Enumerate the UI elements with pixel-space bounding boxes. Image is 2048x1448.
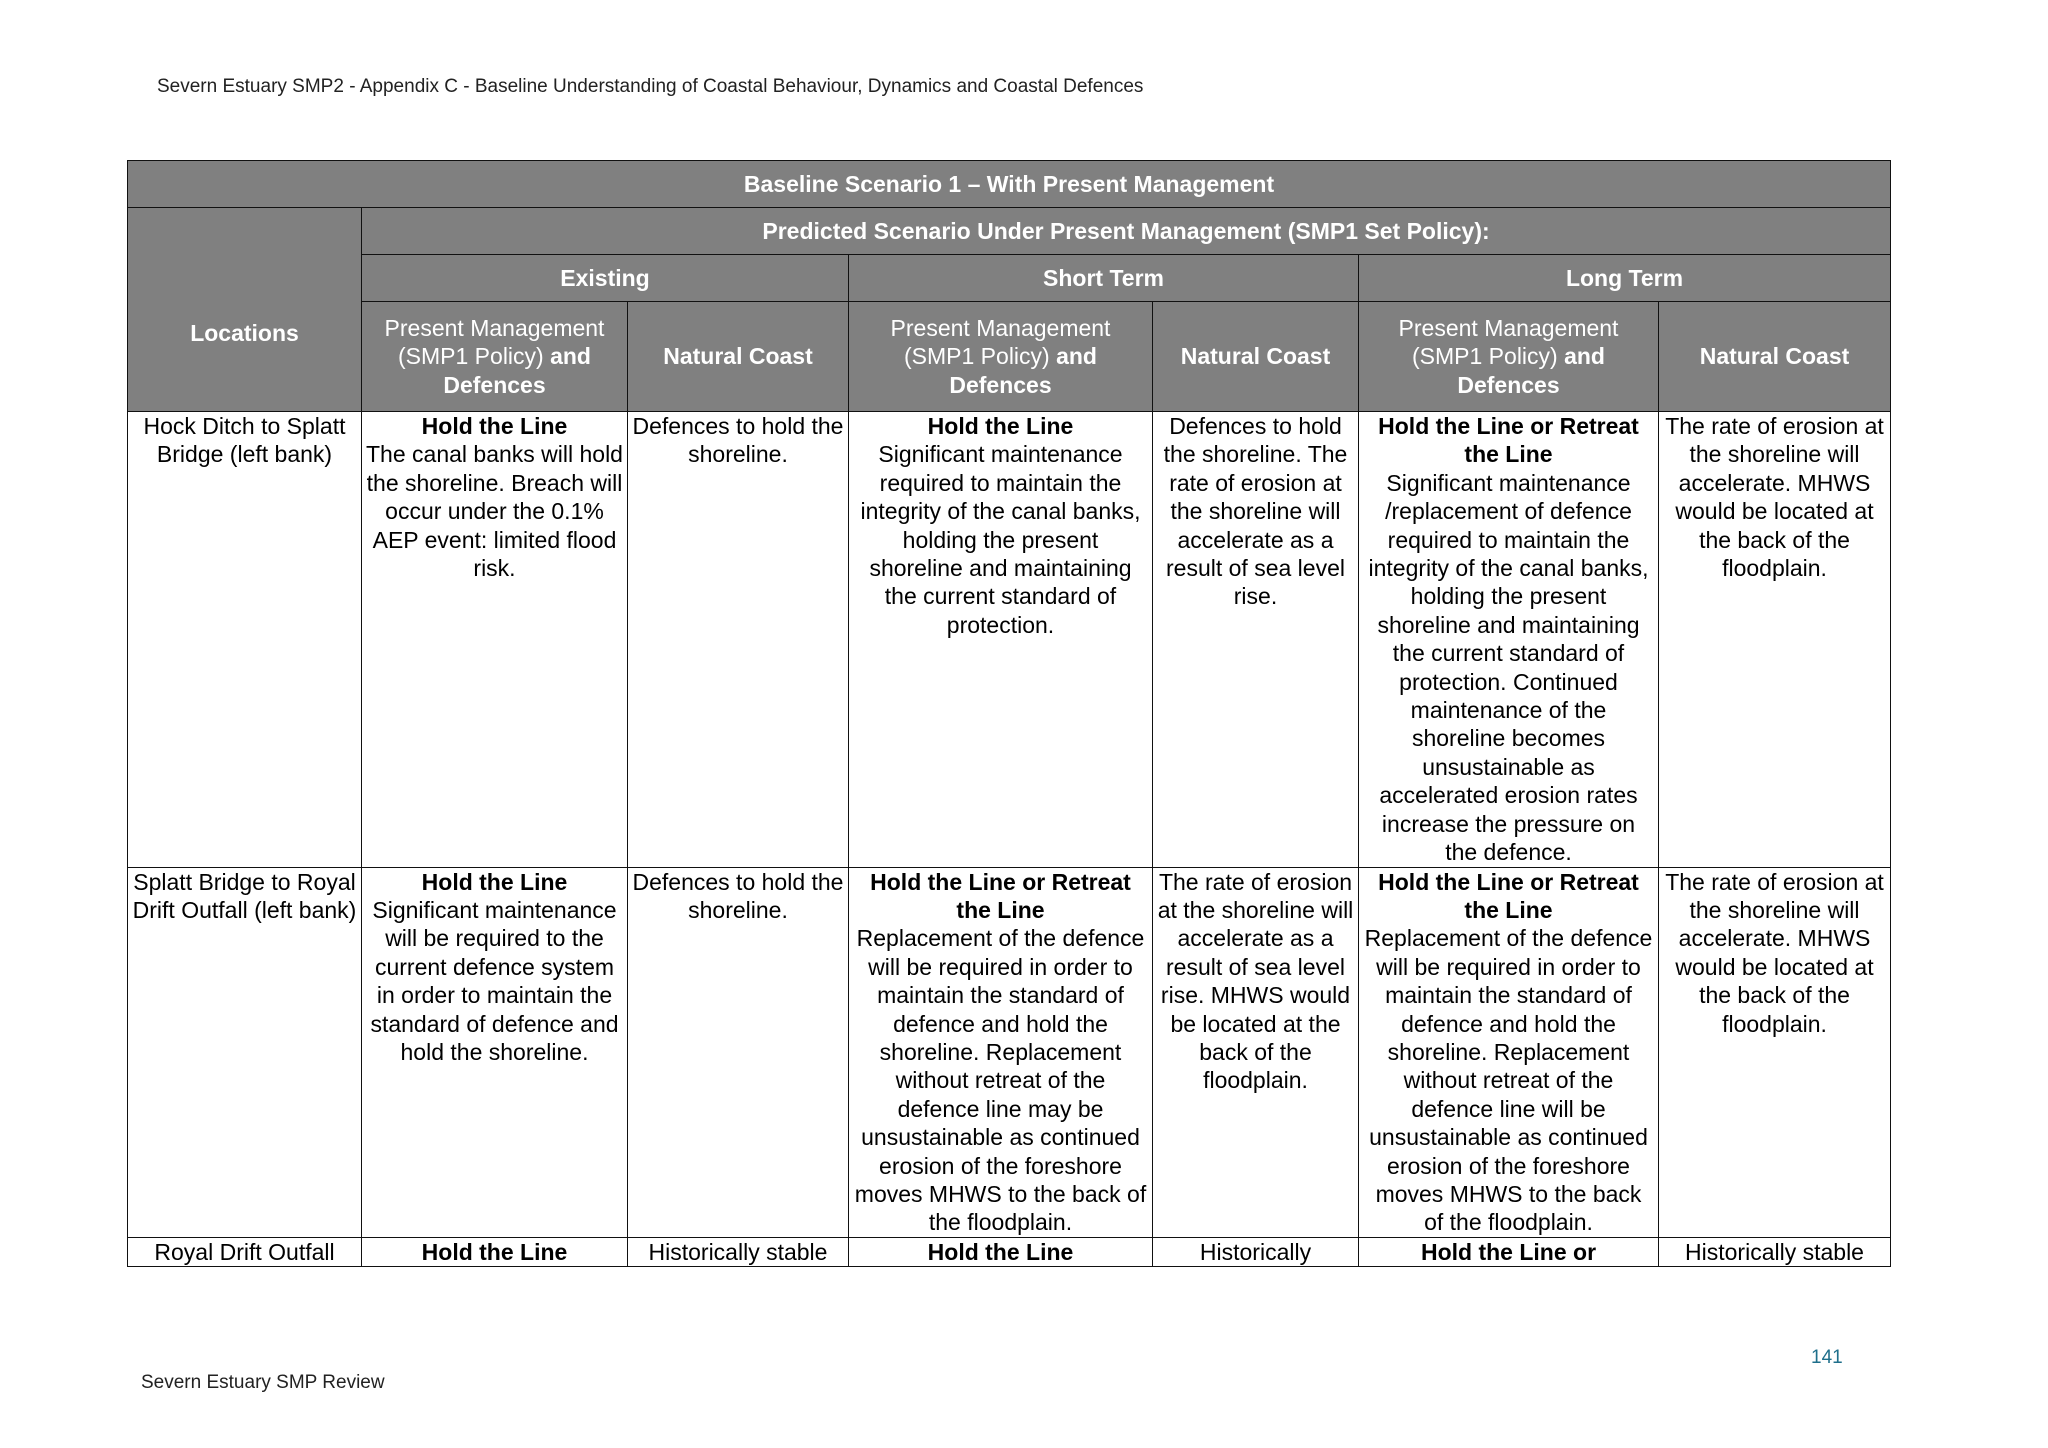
table-body (128, 412, 1891, 1267)
policy-cell (1359, 1237, 1659, 1266)
subheader-line: Present Management (890, 314, 1111, 341)
table-title: Baseline Scenario 1 – With Present Management (128, 161, 1891, 208)
policy-heading: Hold the Line or Retreat the Line (1378, 413, 1639, 468)
subheader-line: Defences (443, 371, 546, 398)
table-row (128, 412, 1891, 868)
term-existing-header: Existing (362, 255, 849, 302)
policy-heading: Hold the Line or Retreat the Line (1378, 868, 1639, 923)
policy-text: Significant maintenance /replacement of defence required to maintain the integrity of the canal banks, holding the present shoreline and maintaining the current standard of protection. Continued maintenance of the shoreline becomes unsustainable as accelerated erosion rates increase the pressure on the defence. (1368, 469, 1649, 866)
subheader-line: Present Management (384, 314, 605, 341)
subheader-line: (SMP1 Policy) (398, 343, 544, 370)
subheader-natural-coast: Natural Coast (628, 302, 849, 412)
subheader-present-management (1359, 302, 1659, 412)
policy-cell (1153, 1237, 1359, 1266)
term-long-header: Long Term (1359, 255, 1891, 302)
policy-text: Historically stable (648, 1238, 828, 1265)
policy-text: Defences to hold the shoreline. The rate of erosion at the shoreline will accelerate as a result of sea level rise. (1163, 413, 1348, 610)
locations-header: Locations (128, 255, 362, 412)
subheader-and: and (1564, 343, 1605, 370)
policy-text: Historically (1199, 1238, 1312, 1265)
subheader-row (128, 302, 1891, 412)
subheader-natural-coast: Natural Coast (1153, 302, 1359, 412)
subheader-and: and (1056, 343, 1097, 370)
policy-heading: Hold the Line (421, 868, 568, 895)
policy-cell (1659, 1237, 1891, 1266)
policy-text: Defences to hold the shoreline. (632, 413, 844, 468)
policy-cell (362, 412, 628, 868)
running-header: Severn Estuary SMP2 - Appendix C - Baseline Understanding of Coastal Behaviour, Dynamics and Coastal Defences (157, 76, 1144, 97)
baseline-scenario-table (127, 160, 1891, 1267)
subheader-present-management (362, 302, 628, 412)
policy-heading: Hold the Line (421, 1238, 568, 1265)
policy-cell (362, 1237, 628, 1266)
policy-text: The rate of erosion at the shoreline will accelerate. MHWS would be located at the back of the floodplain. (1665, 413, 1884, 582)
subheader-line: (SMP1 Policy) (904, 343, 1050, 370)
table-row (128, 1237, 1891, 1266)
location-cell: Hock Ditch to Splatt Bridge (left bank) (128, 412, 362, 868)
policy-cell (849, 412, 1153, 868)
location-cell: Splatt Bridge to Royal Drift Outfall (left bank) (128, 867, 362, 1237)
policy-heading: Hold the Line (927, 413, 1074, 439)
policy-text: Replacement of the defence will be required in order to maintain the standard of defence and hold the shoreline. Replacement without retreat of the defence line may be unsustainable as continued erosion of the foreshore moves MHWS to the back of the floodplain. (854, 925, 1147, 1236)
policy-text: Historically stable (1685, 1238, 1864, 1265)
running-footer: Severn Estuary SMP Review (141, 1372, 385, 1393)
policy-text: Replacement of the defence will be required in order to maintain the standard of defence and hold the shoreline. Replacement without retreat of the defence line will be unsustainable as continued erosion of the foreshore moves MHWS to the back of the floodplain. (1364, 925, 1653, 1236)
policy-cell (1153, 412, 1359, 868)
policy-cell (628, 412, 849, 868)
policy-cell (1359, 867, 1659, 1237)
policy-text: The rate of erosion at the shoreline will accelerate. MHWS would be located at the back of the floodplain. (1665, 868, 1884, 1037)
location-cell: Royal Drift Outfall (128, 1237, 362, 1266)
table-row (128, 867, 1891, 1237)
policy-text: Defences to hold the shoreline. (632, 868, 844, 923)
subheader-line: Defences (949, 371, 1052, 398)
subheader-line: (SMP1 Policy) (1412, 343, 1558, 370)
subheader-and: and (550, 343, 591, 370)
policy-heading: Hold the Line (927, 1238, 1074, 1265)
policy-cell (1659, 412, 1891, 868)
policy-text: Significant maintenance required to maintain the integrity of the canal banks, holding the present shoreline and maintaining the current standard of protection. (860, 441, 1141, 638)
policy-cell (362, 867, 628, 1237)
policy-heading: Hold the Line (421, 413, 568, 439)
policy-cell (1659, 867, 1891, 1237)
page-number: 141 (1811, 1347, 1843, 1368)
policy-cell (1359, 412, 1659, 868)
policy-cell (849, 867, 1153, 1237)
policy-text: Significant maintenance will be required to the current defence system in order to maintain the standard of defence and hold the shoreline. (370, 896, 619, 1065)
subheader-line: Present Management (1398, 314, 1619, 341)
policy-cell (849, 1237, 1153, 1266)
table-subtitle: Predicted Scenario Under Present Management (SMP1 Set Policy): (362, 208, 1891, 255)
subheader-present-management (849, 302, 1153, 412)
term-short-header: Short Term (849, 255, 1359, 302)
policy-text: The rate of erosion at the shoreline will accelerate as a result of sea level rise. MHWS would be located at the back of the floodplain. (1157, 868, 1354, 1094)
policy-cell (1153, 867, 1359, 1237)
header-blank-cell (128, 208, 362, 255)
policy-heading: Hold the Line or Retreat the Line (870, 868, 1131, 923)
policy-cell (628, 1237, 849, 1266)
subheader-natural-coast: Natural Coast (1659, 302, 1891, 412)
policy-text: The canal banks will hold the shoreline. Breach will occur under the 0.1% AEP event: limited flood risk. (366, 441, 623, 582)
policy-heading: Hold the Line or (1420, 1238, 1597, 1265)
policy-cell (628, 867, 849, 1237)
subheader-line: Defences (1457, 371, 1560, 398)
